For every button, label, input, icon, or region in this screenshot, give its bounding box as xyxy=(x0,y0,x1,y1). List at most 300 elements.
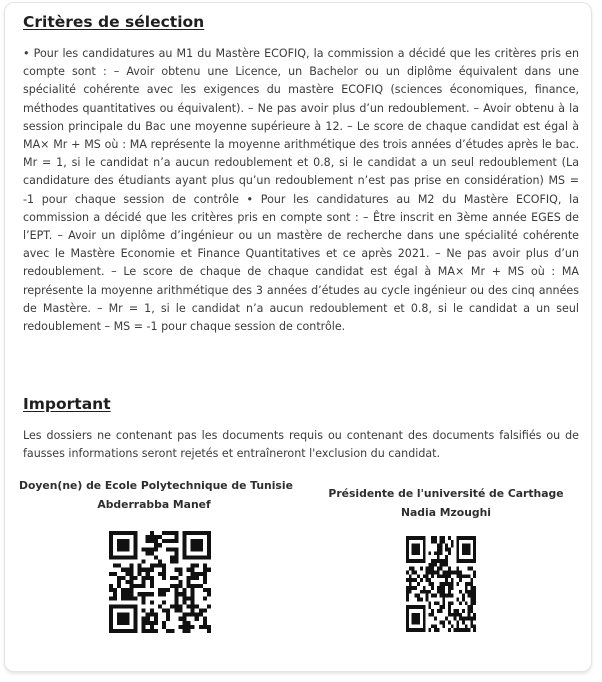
qr-module xyxy=(121,547,125,551)
qr-module xyxy=(150,576,154,580)
qr-module xyxy=(174,576,178,580)
qr-module xyxy=(178,609,182,613)
qr-module xyxy=(451,540,454,544)
qr-module xyxy=(451,582,454,586)
qr-module xyxy=(133,539,137,543)
qr-module xyxy=(417,574,420,578)
qr-module xyxy=(187,625,191,629)
qr-module xyxy=(170,629,174,633)
qr-module xyxy=(142,625,146,629)
qr-module xyxy=(117,617,121,621)
qr-module xyxy=(431,586,434,590)
qr-module xyxy=(191,531,195,535)
qr-module xyxy=(468,617,471,621)
qr-module xyxy=(121,576,125,580)
qr-module xyxy=(456,555,459,559)
qr-module xyxy=(414,628,417,632)
qr-module xyxy=(426,578,429,582)
qr-module xyxy=(146,617,150,621)
important-title: Important xyxy=(23,395,111,413)
qr-module xyxy=(440,594,443,598)
qr-module xyxy=(182,551,186,555)
qr-module xyxy=(125,543,129,547)
qr-module xyxy=(423,555,426,559)
qr-module xyxy=(203,621,207,625)
qr-module xyxy=(470,578,473,582)
qr-module xyxy=(109,609,113,613)
qr-module xyxy=(182,629,186,633)
qr-module xyxy=(207,625,211,629)
qr-module xyxy=(146,551,150,555)
qr-module xyxy=(191,543,195,547)
qr-module xyxy=(414,548,417,552)
qr-module xyxy=(150,584,154,588)
qr-module xyxy=(191,625,195,629)
qr-module xyxy=(109,539,113,543)
qr-module xyxy=(191,596,195,600)
qr-module xyxy=(133,604,137,608)
qr-module xyxy=(420,567,423,571)
qr-module xyxy=(129,596,133,600)
criteria-text: • Pour les candidatures au M1 du Mastère ECOFIQ, la commission a décidé que les critères pris en compte sont : – Avoir obtenu une Licence, un Bachelor ou un diplôme équivalent dans une spécialité cohérente avec les exigences du mastère ECOFIQ (sciences économiques, finance, méthodes quantitatives ou équivalent). – Ne pas avoir plus d’un redoublement. – Avoir obtenu à la session principale du Bac une moyenne supérieure à 12. – Le score de chaque candidat est égal à MA× Mr + MS où : MA représente la moyenne arithmétique des trois années d’études après le bac. Mr = 1, si le candidat n’a aucun redoublement et 0.8, si le candidat a un seul redoublement (La candidature des étudiants ayant plus qu’un redoublement n’est pas prise en considération) MS = -1 pour chaque session de contrôle • Pour les candidatures au M2 du Mastère ECOFIQ, la commission a décidé que les critères pris en compte sont : – Être inscrit en 3ème année EGES de l’EPT. – Avoir un diplôme d’ingénieur ou un mastère de recherche dans une spécialité cohérente avec le Mastère Economie et Finance Quantitatives et ce après 2021. – Ne pas avoir plus d’un redoublement. – Le score de chaque de chaque candidat est égal à MA× Mr + MS où : MA représente la moyenne arithmétique des 3 années d’études au cycle ingénieur ou des cinq années de Mastère. – Mr = 1, si le candidat n’a aucun redoublement et 0.8, si le candidat a un seul redoublement – MS = -1 pour chaque session de contrôle. xyxy=(23,47,579,334)
qr-module xyxy=(109,551,113,555)
qr-module xyxy=(154,543,158,547)
qr-module xyxy=(468,551,471,555)
qr-module xyxy=(454,628,457,632)
qr-module xyxy=(426,597,429,601)
qr-module xyxy=(133,621,137,625)
qr-module xyxy=(454,613,457,617)
qr-module xyxy=(459,628,462,632)
qr-module xyxy=(409,578,412,582)
qr-module xyxy=(125,547,129,551)
qr-module xyxy=(146,568,150,572)
qr-module xyxy=(207,543,211,547)
qr-module xyxy=(191,576,195,580)
qr-module xyxy=(191,568,195,572)
qr-module xyxy=(431,624,434,628)
qr-module xyxy=(187,568,191,572)
qr-module xyxy=(470,586,473,590)
qr-module xyxy=(414,594,417,598)
qr-module xyxy=(406,628,409,632)
qr-module xyxy=(456,551,459,555)
qr-module xyxy=(207,604,211,608)
qr-module xyxy=(154,617,158,621)
qr-module xyxy=(162,621,166,625)
qr-module xyxy=(158,564,162,568)
qr-module xyxy=(428,605,431,609)
qr-module xyxy=(203,572,207,576)
qr-module xyxy=(442,571,445,575)
qr-module xyxy=(203,564,207,568)
qr-module xyxy=(454,617,457,621)
qr-module xyxy=(442,605,445,609)
qr-module xyxy=(142,580,146,584)
qr-module xyxy=(195,555,199,559)
qr-module xyxy=(465,624,468,628)
qr-module xyxy=(150,592,154,596)
qr-module xyxy=(473,597,476,601)
qr-module xyxy=(440,574,443,578)
qr-module xyxy=(187,629,191,633)
qr-module xyxy=(437,567,440,571)
qr-module xyxy=(109,531,113,535)
qr-module xyxy=(138,584,142,588)
qr-module xyxy=(182,588,186,592)
qr-module xyxy=(414,605,417,609)
qr-module xyxy=(203,588,207,592)
qr-module xyxy=(207,539,211,543)
qr-module xyxy=(426,567,429,571)
qr-module xyxy=(142,592,146,596)
qr-module xyxy=(417,536,420,540)
qr-module xyxy=(440,540,443,544)
qr-module xyxy=(150,621,154,625)
qr-module xyxy=(423,617,426,621)
qr-module xyxy=(462,551,465,555)
qr-module xyxy=(191,592,195,596)
qr-module xyxy=(406,590,409,594)
qr-module xyxy=(406,605,409,609)
qr-module xyxy=(178,584,182,588)
qr-module xyxy=(412,586,415,590)
qr-module xyxy=(203,555,207,559)
qr-module xyxy=(440,536,443,540)
signature-left-role: Doyen(ne) de Ecole Polytechnique de Tunisie xyxy=(19,479,293,492)
qr-module xyxy=(442,563,445,567)
qr-module xyxy=(174,547,178,551)
qr-module xyxy=(129,584,133,588)
qr-module xyxy=(434,624,437,628)
qr-module xyxy=(154,613,158,617)
qr-module xyxy=(191,600,195,604)
qr-module xyxy=(203,580,207,584)
qr-module xyxy=(459,578,462,582)
qr-module xyxy=(207,629,211,633)
qr-module xyxy=(129,568,133,572)
qr-module xyxy=(203,617,207,621)
qr-module xyxy=(473,540,476,544)
qr-module xyxy=(133,555,137,559)
qr-module xyxy=(406,617,409,621)
qr-module xyxy=(442,582,445,586)
qr-module xyxy=(448,594,451,598)
qr-module xyxy=(154,547,158,551)
qr-module xyxy=(440,582,443,586)
qr-module xyxy=(412,578,415,582)
qr-module xyxy=(166,609,170,613)
qr-module xyxy=(445,571,448,575)
qr-module xyxy=(454,609,457,613)
qr-module xyxy=(146,621,150,625)
qr-module xyxy=(417,597,420,601)
qr-module xyxy=(417,544,420,548)
qr-module xyxy=(423,544,426,548)
qr-module xyxy=(465,628,468,632)
qr-module xyxy=(423,628,426,632)
qr-module xyxy=(431,536,434,540)
qr-module xyxy=(417,620,420,624)
qr-module xyxy=(456,628,459,632)
qr-code-right-icon xyxy=(406,536,476,632)
qr-module xyxy=(428,567,431,571)
qr-module xyxy=(414,536,417,540)
qr-module xyxy=(125,580,129,584)
qr-module xyxy=(423,540,426,544)
qr-module xyxy=(125,592,129,596)
qr-module xyxy=(456,613,459,617)
qr-module xyxy=(162,625,166,629)
qr-module xyxy=(434,540,437,544)
qr-module xyxy=(113,596,117,600)
qr-module xyxy=(125,617,129,621)
qr-module xyxy=(431,571,434,575)
qr-module xyxy=(142,560,146,564)
qr-module xyxy=(456,624,459,628)
qr-module xyxy=(207,535,211,539)
qr-module xyxy=(451,544,454,548)
qr-module xyxy=(109,629,113,633)
qr-module xyxy=(448,613,451,617)
qr-module xyxy=(203,576,207,580)
qr-module xyxy=(423,586,426,590)
qr-module xyxy=(113,572,117,576)
qr-module xyxy=(191,613,195,617)
qr-module xyxy=(199,531,203,535)
qr-module xyxy=(434,551,437,555)
qr-module xyxy=(150,547,154,551)
qr-module xyxy=(456,567,459,571)
qr-module xyxy=(113,592,117,596)
important-text: Les dossiers ne contenant pas les documents requis ou contenant des documents falsifiés ou de fausses informations seront rejetés et entraîneront l'exclusion du candidat. xyxy=(23,429,579,461)
qr-module xyxy=(412,628,415,632)
qr-module xyxy=(125,604,129,608)
signature-left xyxy=(19,476,293,514)
qr-module xyxy=(195,543,199,547)
qr-module xyxy=(117,621,121,625)
qr-module xyxy=(420,559,423,563)
qr-module xyxy=(121,592,125,596)
qr-module xyxy=(166,617,170,621)
qr-module xyxy=(451,594,454,598)
qr-module xyxy=(431,559,434,563)
qr-module xyxy=(174,604,178,608)
qr-module xyxy=(473,574,476,578)
qr-code-left-graphic xyxy=(109,531,211,633)
qr-module xyxy=(414,620,417,624)
qr-module xyxy=(142,621,146,625)
qr-module xyxy=(417,582,420,586)
qr-module xyxy=(440,605,443,609)
qr-module xyxy=(409,628,412,632)
qr-module xyxy=(420,590,423,594)
qr-module xyxy=(142,576,146,580)
qr-module xyxy=(468,574,471,578)
qr-module xyxy=(158,604,162,608)
qr-module xyxy=(470,590,473,594)
qr-module xyxy=(133,584,137,588)
qr-module xyxy=(109,588,113,592)
qr-module xyxy=(142,584,146,588)
qr-module xyxy=(121,621,125,625)
qr-module xyxy=(465,617,468,621)
qr-module xyxy=(129,576,133,580)
qr-module xyxy=(142,617,146,621)
qr-module xyxy=(117,604,121,608)
qr-module xyxy=(468,609,471,613)
qr-module xyxy=(420,597,423,601)
qr-module xyxy=(473,590,476,594)
qr-module xyxy=(162,588,166,592)
qr-module xyxy=(470,609,473,613)
qr-module xyxy=(191,588,195,592)
qr-module xyxy=(445,544,448,548)
qr-module xyxy=(456,544,459,548)
qr-module xyxy=(166,539,170,543)
qr-module xyxy=(406,578,409,582)
qr-module xyxy=(125,613,129,617)
qr-module xyxy=(406,544,409,548)
qr-module xyxy=(207,592,211,596)
qr-module xyxy=(448,586,451,590)
qr-module xyxy=(182,600,186,604)
qr-module xyxy=(162,531,166,535)
qr-module xyxy=(473,544,476,548)
qr-module xyxy=(142,547,146,551)
qr-module xyxy=(162,576,166,580)
qr-module xyxy=(473,536,476,540)
qr-module xyxy=(199,609,203,613)
qr-module xyxy=(428,601,431,605)
qr-module xyxy=(195,547,199,551)
qr-module xyxy=(470,620,473,624)
qr-module xyxy=(129,564,133,568)
qr-module xyxy=(113,555,117,559)
qr-module xyxy=(437,559,440,563)
qr-module xyxy=(109,625,113,629)
signature-right xyxy=(310,484,582,522)
qr-module xyxy=(412,559,415,563)
qr-module xyxy=(412,548,415,552)
qr-module xyxy=(440,586,443,590)
qr-module xyxy=(121,617,125,621)
qr-module xyxy=(187,555,191,559)
qr-module xyxy=(166,613,170,617)
qr-module xyxy=(473,555,476,559)
qr-module xyxy=(133,535,137,539)
qr-module xyxy=(459,574,462,578)
qr-module xyxy=(414,617,417,621)
qr-module xyxy=(448,609,451,613)
qr-module xyxy=(448,605,451,609)
qr-module xyxy=(417,551,420,555)
qr-module xyxy=(154,535,158,539)
qr-module xyxy=(412,544,415,548)
qr-module xyxy=(187,580,191,584)
qr-module xyxy=(437,574,440,578)
qr-module xyxy=(174,588,178,592)
qr-module xyxy=(150,613,154,617)
qr-module xyxy=(448,601,451,605)
qr-module xyxy=(412,605,415,609)
qr-module xyxy=(465,536,468,540)
qr-module xyxy=(451,613,454,617)
qr-module xyxy=(133,625,137,629)
qr-module xyxy=(142,596,146,600)
qr-module xyxy=(473,613,476,617)
qr-module xyxy=(146,576,150,580)
qr-module xyxy=(174,568,178,572)
qr-module xyxy=(440,567,443,571)
qr-module xyxy=(158,535,162,539)
qr-module xyxy=(473,559,476,563)
qr-module xyxy=(191,572,195,576)
qr-module xyxy=(423,605,426,609)
qr-module xyxy=(142,600,146,604)
qr-module xyxy=(170,531,174,535)
qr-module xyxy=(470,567,473,571)
qr-module xyxy=(451,624,454,628)
qr-module xyxy=(420,578,423,582)
qr-module xyxy=(434,594,437,598)
qr-module xyxy=(417,559,420,563)
qr-module xyxy=(187,584,191,588)
qr-module xyxy=(150,551,154,555)
qr-module xyxy=(182,543,186,547)
qr-module xyxy=(182,596,186,600)
qr-module xyxy=(109,617,113,621)
qr-module xyxy=(195,604,199,608)
qr-module xyxy=(109,535,113,539)
qr-module xyxy=(178,568,182,572)
qr-module xyxy=(133,576,137,580)
qr-module xyxy=(468,544,471,548)
qr-code-left-icon xyxy=(109,531,211,633)
qr-module xyxy=(138,592,142,596)
qr-module xyxy=(442,620,445,624)
qr-module xyxy=(428,563,431,567)
qr-module xyxy=(448,574,451,578)
qr-module xyxy=(133,617,137,621)
qr-module xyxy=(406,613,409,617)
qr-module xyxy=(406,555,409,559)
qr-module xyxy=(468,590,471,594)
qr-module xyxy=(121,555,125,559)
qr-module xyxy=(431,609,434,613)
qr-module xyxy=(178,572,182,576)
qr-module xyxy=(117,539,121,543)
qr-module xyxy=(191,547,195,551)
qr-module xyxy=(174,584,178,588)
qr-module xyxy=(166,531,170,535)
qr-module xyxy=(470,536,473,540)
qr-module xyxy=(412,613,415,617)
qr-module xyxy=(440,559,443,563)
qr-module xyxy=(468,559,471,563)
signature-left-name: Abderrabba Manef xyxy=(97,498,211,511)
qr-module xyxy=(182,625,186,629)
qr-module xyxy=(133,613,137,617)
qr-module xyxy=(166,629,170,633)
qr-module xyxy=(113,604,117,608)
qr-module xyxy=(417,548,420,552)
qr-module xyxy=(431,613,434,617)
qr-module xyxy=(182,535,186,539)
qr-module xyxy=(442,594,445,598)
qr-module xyxy=(109,604,113,608)
qr-module xyxy=(182,613,186,617)
